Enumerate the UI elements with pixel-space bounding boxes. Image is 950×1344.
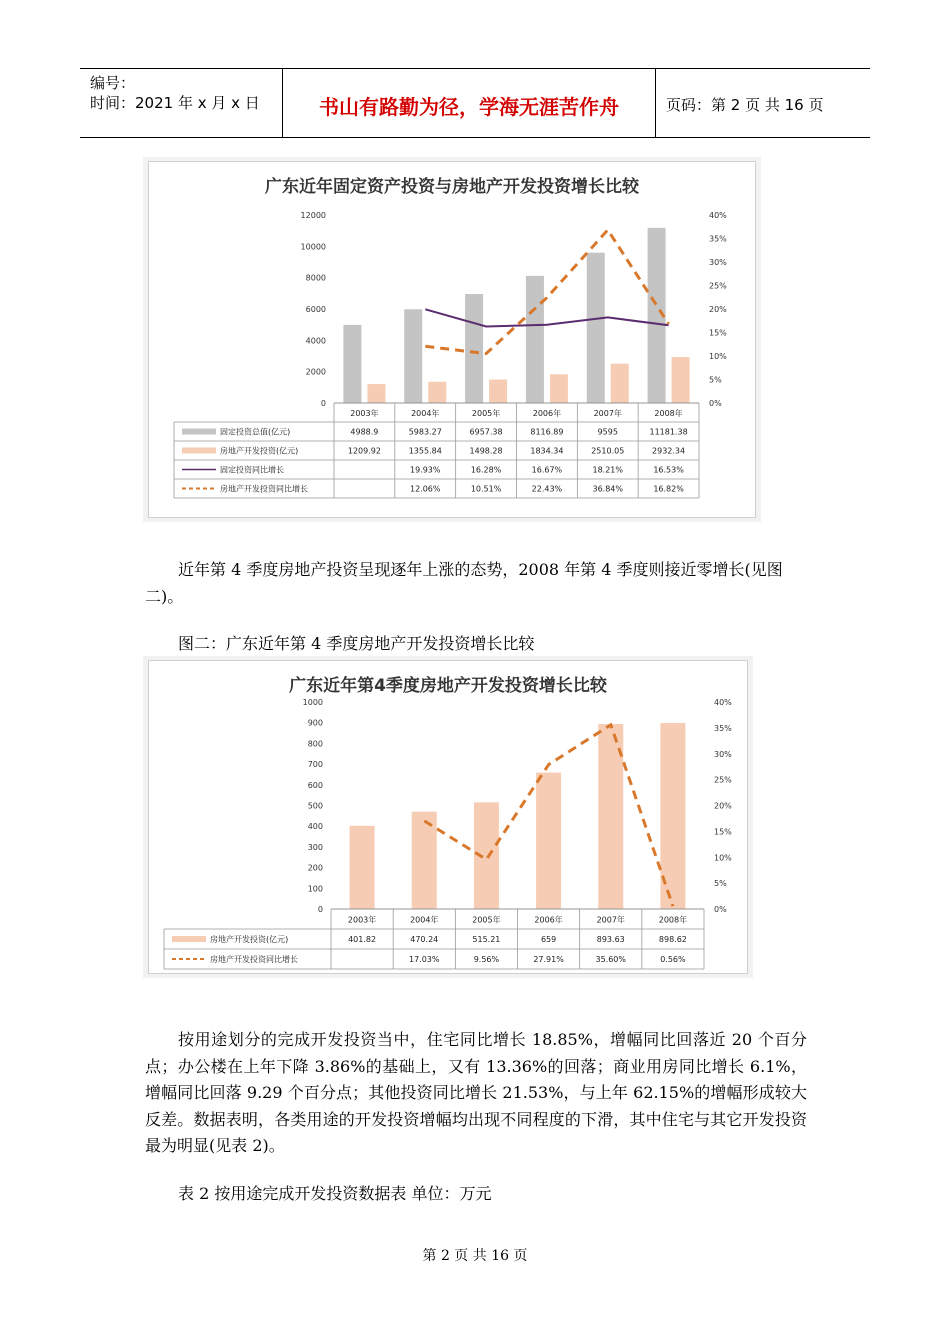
y2-tick-label: 20% <box>709 305 727 314</box>
y-tick-label: 400 <box>307 822 323 832</box>
category-label: 2004年 <box>411 408 440 418</box>
data-label: 401.82 <box>348 935 377 944</box>
data-label: 1834.34 <box>530 446 564 456</box>
data-label: 8116.89 <box>530 427 564 437</box>
chart2-frame <box>143 656 753 978</box>
y2-tick-label: 25% <box>709 281 727 291</box>
paragraph-1: 近年第 4 季度房地产投资呈现逐年上涨的态势，2008 年第 4 季度则接近零增长(见图二)。 <box>145 560 783 606</box>
data-label: 35.60% <box>595 955 627 964</box>
y2-tick-label: 10% <box>709 352 727 361</box>
data-label: 9.56% <box>473 955 500 964</box>
figure-2-caption: 图二：广东近年第 4 季度房地产开发投资增长比较 <box>178 634 535 653</box>
data-label: 11181.38 <box>649 427 688 437</box>
bar-0-2 <box>465 294 483 403</box>
motto: 书山有路勤为径，学海无涯苦作舟 <box>319 95 619 119</box>
data-label: 659 <box>540 935 557 944</box>
y-tick-label: 500 <box>307 801 323 811</box>
category-label: 2007年 <box>593 408 622 418</box>
header-page-cell <box>656 69 870 137</box>
y-tick-label: 4000 <box>305 336 326 346</box>
y-tick-label: 900 <box>307 718 323 728</box>
y2-tick-label: 40% <box>709 211 727 220</box>
bar-0-3 <box>526 276 544 403</box>
data-label: 1498.28 <box>469 446 503 456</box>
chart2-area <box>148 660 748 974</box>
page-footer: 第 2 页 共 16 页 <box>422 1248 528 1264</box>
y2-tick-label: 15% <box>709 328 727 338</box>
category-label: 2003年 <box>350 408 379 418</box>
data-label: 16.53% <box>653 465 684 475</box>
data-label: 6957.38 <box>469 427 503 437</box>
data-label: 16.67% <box>531 465 563 475</box>
legend-label-0: 固定投资总值(亿元) <box>220 427 291 437</box>
data-label: 2932.34 <box>652 446 686 456</box>
date-label: 时间：2021 年 x 月 x 日 <box>90 94 260 112</box>
y-tick-label: 300 <box>307 842 323 852</box>
data-label: 4988.9 <box>350 427 379 437</box>
bar-0-0 <box>350 826 375 909</box>
bar-1-3 <box>550 374 568 403</box>
bar-1-5 <box>672 357 690 403</box>
y-tick-label: 800 <box>307 739 323 749</box>
y2-tick-label: 30% <box>714 749 732 759</box>
data-label: 36.84% <box>592 484 624 494</box>
y-tick-label: 700 <box>307 760 323 770</box>
data-label: 2510.05 <box>591 446 625 456</box>
y2-tick-label: 15% <box>714 827 732 837</box>
data-label: 893.63 <box>596 935 625 944</box>
y2-tick-label: 40% <box>714 698 732 707</box>
category-label: 2008年 <box>654 408 683 418</box>
legend-swatch-1 <box>182 448 216 454</box>
data-label: 1209.92 <box>347 446 381 456</box>
bar-1-4 <box>611 364 629 403</box>
data-label: 27.91% <box>533 955 564 964</box>
data-label: 898.62 <box>658 935 687 944</box>
chart2-svg <box>149 661 747 973</box>
number-label: 编号： <box>90 74 136 92</box>
category-label: 2006年 <box>534 915 563 925</box>
bar-0-1 <box>404 309 422 403</box>
category-label: 2005年 <box>471 408 501 418</box>
page-info: 页码：第 2 页 共 16 页 <box>666 96 824 114</box>
y2-tick-label: 5% <box>709 375 722 385</box>
data-label: 22.43% <box>531 484 563 494</box>
data-label: 16.82% <box>653 484 684 494</box>
category-label: 2003年 <box>347 915 377 925</box>
y2-tick-label: 20% <box>714 801 732 811</box>
category-label: 2007年 <box>596 915 625 925</box>
table-2-caption: 表 2 按用途完成开发投资数据表 单位：万元 <box>178 1184 492 1203</box>
y-tick-label: 200 <box>307 863 323 873</box>
data-label: 0.56% <box>660 955 686 964</box>
chart1-svg <box>149 162 755 517</box>
header-motto-cell <box>283 69 656 137</box>
y-tick-label: 12000 <box>300 211 326 220</box>
y-tick-label: 100 <box>307 884 323 894</box>
bar-0-4 <box>587 253 605 403</box>
legend-label-3: 房地产开发投资同比增长 <box>220 484 308 494</box>
data-label: 16.28% <box>470 465 502 475</box>
y-tick-label: 2000 <box>305 367 326 377</box>
category-label: 2005年 <box>472 915 501 925</box>
legend-label-1: 房地产开发投资同比增长 <box>210 955 298 964</box>
legend-swatch-0 <box>182 429 216 435</box>
data-label: 19.93% <box>409 465 441 475</box>
data-label: 515.21 <box>472 935 501 944</box>
category-label: 2006年 <box>532 408 562 418</box>
y2-tick-label: 35% <box>714 723 732 733</box>
y2-tick-label: 35% <box>709 234 727 244</box>
data-label: 5983.27 <box>408 427 442 437</box>
chart1-frame <box>143 157 761 522</box>
data-label: 9595 <box>597 427 618 437</box>
chart1-title: 广东近年固定资产投资与房地产开发投资增长比较 <box>265 177 639 197</box>
bar-0-0 <box>343 325 361 403</box>
category-label: 2008年 <box>658 915 688 925</box>
series-line-0 <box>425 309 668 326</box>
data-label: 12.06% <box>409 484 441 494</box>
y2-tick-label: 0% <box>709 399 722 408</box>
y-tick-label: 0 <box>317 905 323 914</box>
bar-1-1 <box>428 382 446 403</box>
document-header <box>80 68 870 138</box>
legend-label-0: 房地产开发投资(亿元) <box>210 935 289 944</box>
y2-tick-label: 30% <box>709 258 727 267</box>
y-tick-label: 0 <box>320 399 326 408</box>
y-tick-label: 10000 <box>300 242 326 252</box>
data-label: 17.03% <box>408 955 440 964</box>
y2-tick-label: 5% <box>714 879 727 889</box>
series-line-1 <box>425 230 668 354</box>
y-tick-label: 8000 <box>305 273 326 283</box>
y-tick-label: 1000 <box>302 698 323 707</box>
y2-tick-label: 10% <box>714 853 732 863</box>
data-label: 1355.84 <box>408 446 442 456</box>
chart1-area <box>148 161 756 518</box>
legend-swatch-0 <box>172 936 206 942</box>
y2-tick-label: 25% <box>714 775 732 785</box>
legend-label-2: 固定投资同比增长 <box>220 465 284 475</box>
bar-1-0 <box>367 384 385 403</box>
data-label: 18.21% <box>592 465 624 475</box>
legend-label-1: 房地产开发投资(亿元) <box>220 446 299 456</box>
category-label: 2004年 <box>410 915 439 925</box>
bar-1-2 <box>489 380 507 403</box>
bar-0-1 <box>412 812 437 909</box>
data-label: 470.24 <box>410 935 439 944</box>
bar-0-3 <box>536 773 561 909</box>
y2-tick-label: 0% <box>714 905 727 914</box>
chart2-title: 广东近年第4季度房地产开发投资增长比较 <box>289 676 607 696</box>
y-tick-label: 6000 <box>305 305 326 314</box>
y-tick-label: 600 <box>307 780 323 790</box>
paragraph-2: 按用途划分的完成开发投资当中，住宅同比增长 18.85%，增幅同比回落近 20 个百分点；办公楼在上年下降 3.86%的基础上，又有 13.36%的回落；商业用房同比增长 6.1%，增幅同比回落 9.29 个百分点；其他投资同比增长 21.53%，与上年 62.15%的增幅形成较大反差。数据表明，各类用途的开发投资增幅均出现不同程度的下滑，其中住宅与其它开发投资最为明显(见表 2)。 <box>145 1030 807 1155</box>
header-meta-cell <box>80 69 283 137</box>
data-label: 10.51% <box>470 484 502 494</box>
